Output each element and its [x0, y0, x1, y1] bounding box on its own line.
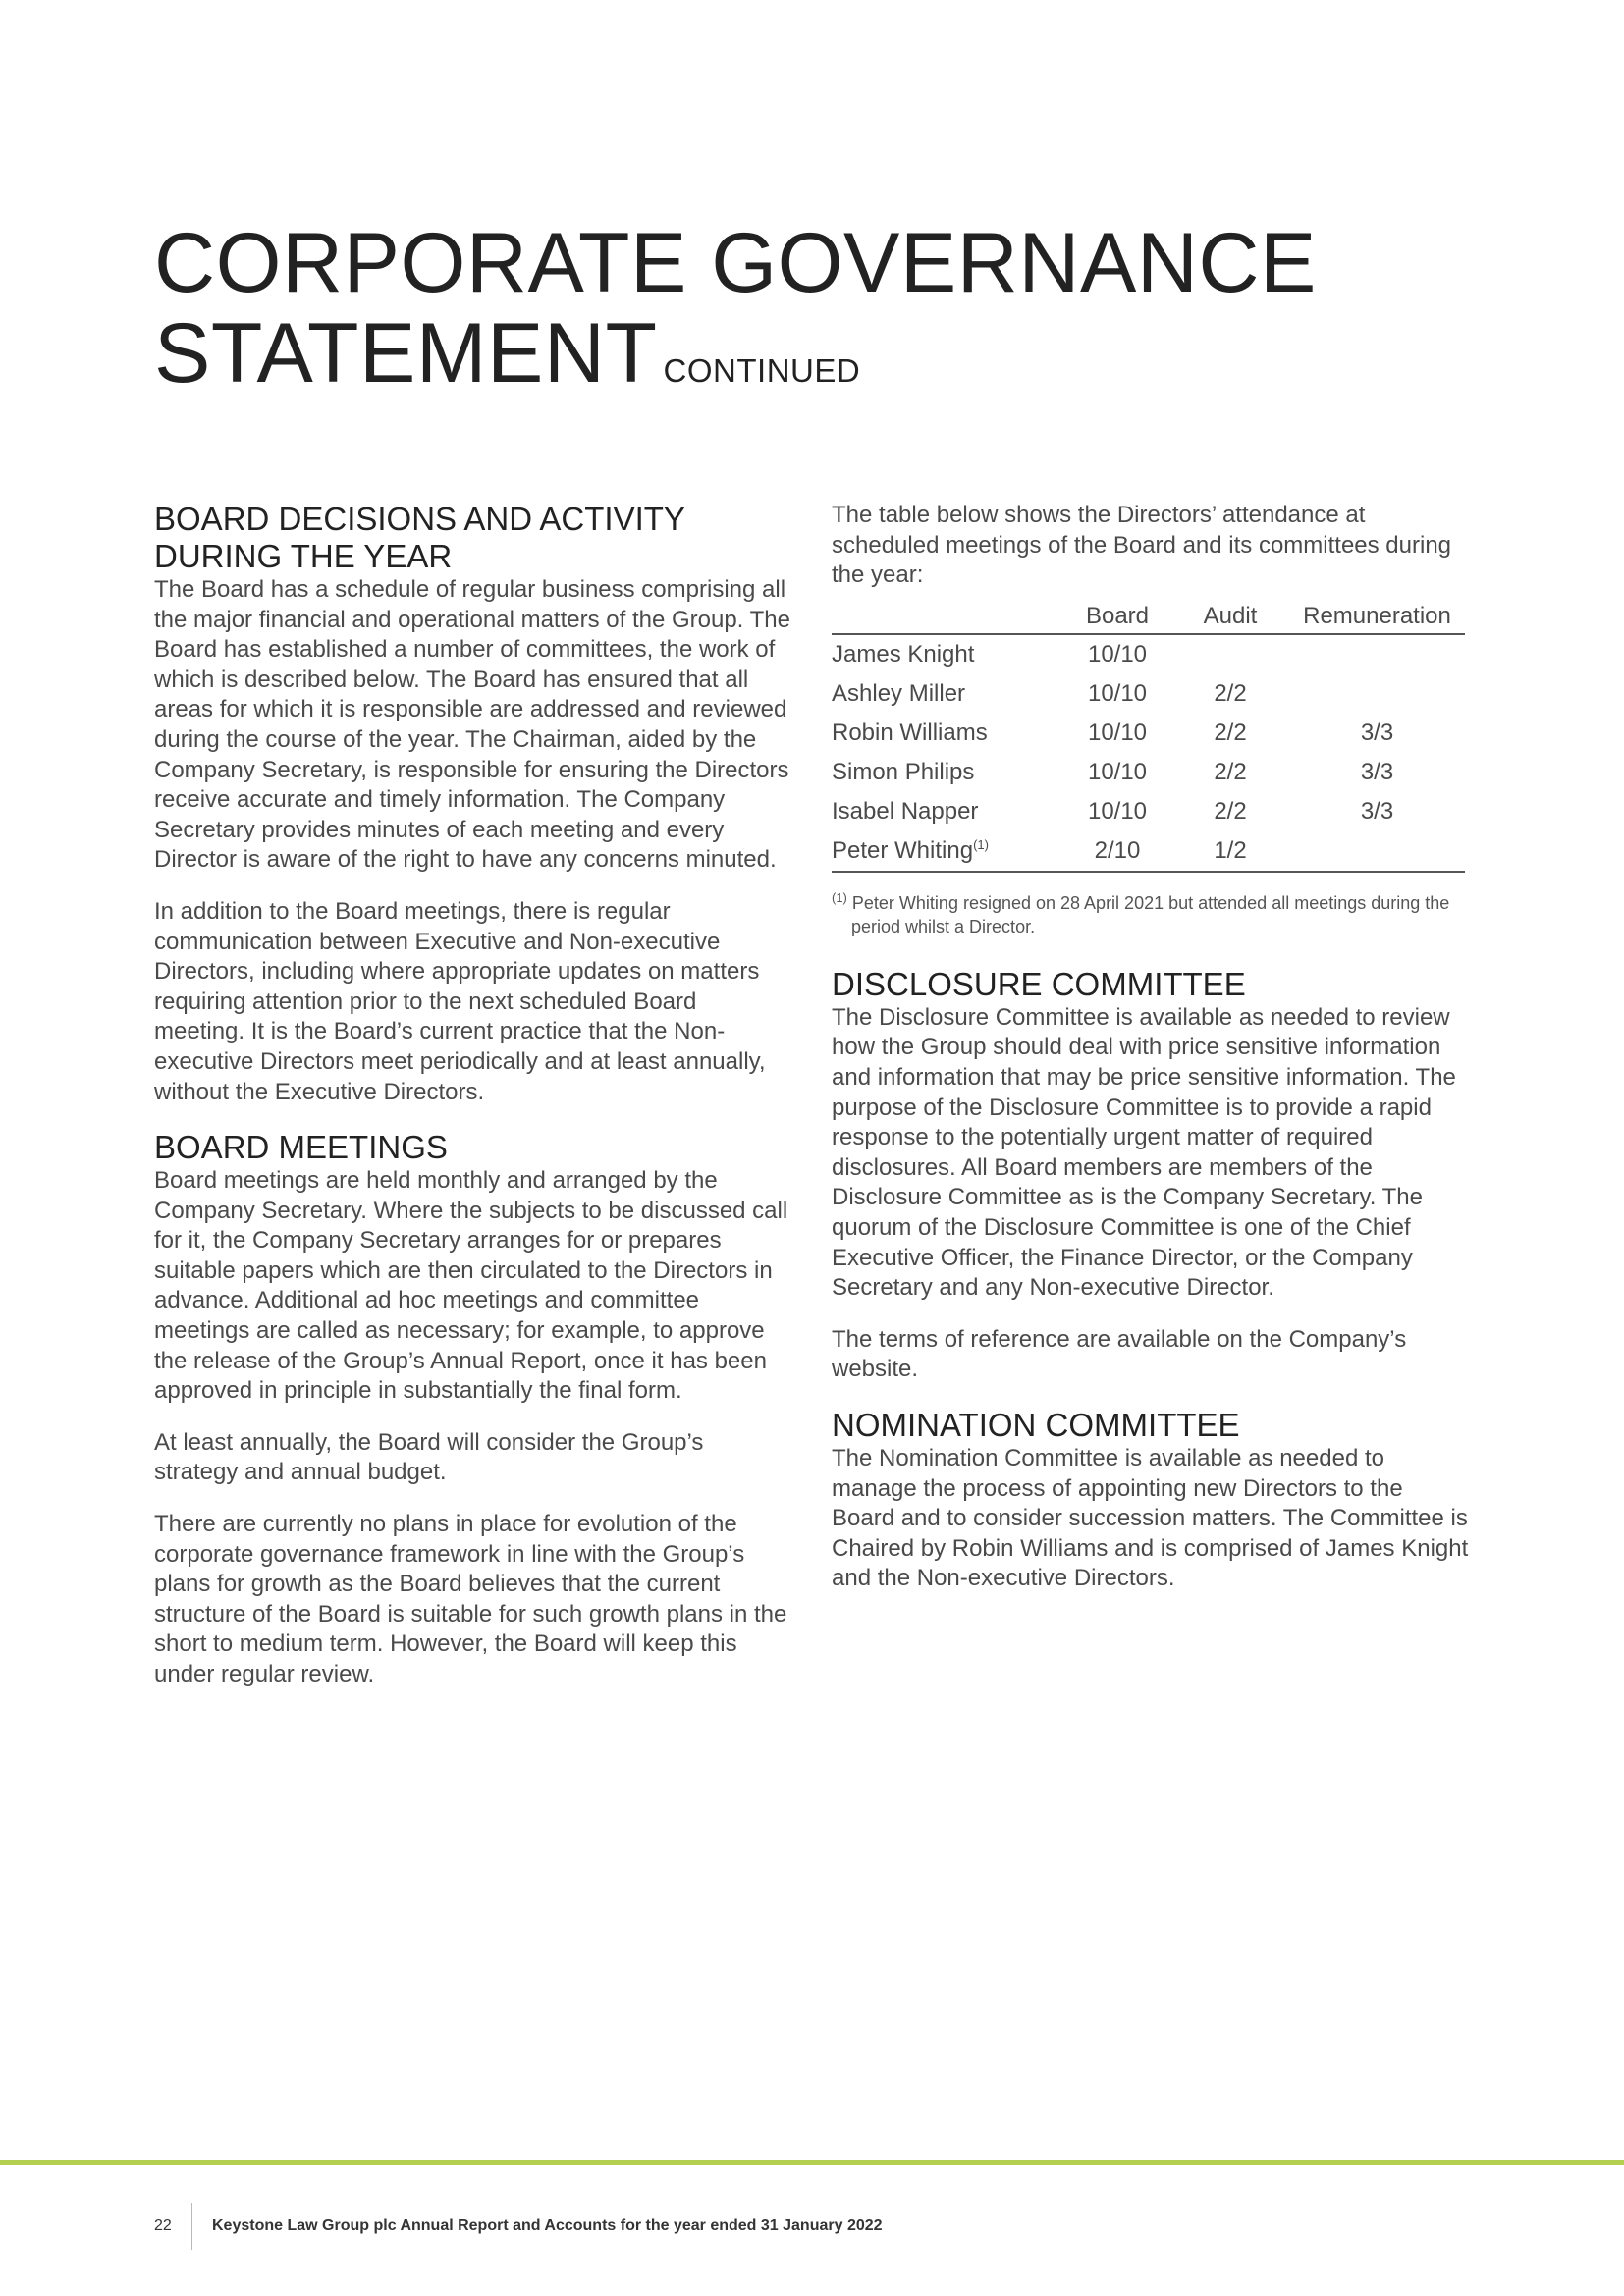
board-attendance: 10/10	[1087, 680, 1148, 708]
table-footnote	[832, 886, 1470, 938]
board-attendance: 10/10	[1087, 720, 1148, 747]
board-attendance: 10/10	[1087, 641, 1148, 668]
footnote-text: Peter Whiting resigned on 28 April 2021 but attended all meetings during the period whilst a Director.	[851, 892, 1450, 936]
header-board: Board	[1063, 601, 1171, 634]
remuneration-attendance	[1289, 831, 1465, 872]
audit-attendance: 2/2	[1214, 720, 1247, 747]
table-row	[832, 753, 1465, 792]
page-number: 22	[154, 2217, 172, 2234]
table-row	[832, 714, 1465, 753]
director-name: Simon Philips	[832, 759, 975, 786]
audit-attendance: 2/2	[1214, 798, 1247, 826]
footnote-marker: (1)	[973, 837, 989, 853]
director-name: Isabel Napper	[832, 798, 979, 826]
page-footer	[154, 2203, 883, 2250]
board-meetings-paragraph-1: Board meetings are held monthly and arranged by the Company Secretary. Where the subjects to be discussed call for it, the Company Secretary arranges for or prepares suitable papers which are then circulated to the Directors in advance. Additional ad hoc meetings and committee meetings are called as necessary; for example, to approve the release of the Group’s Annual Report, once it has been approved in principle in substantially the final form.	[154, 1167, 788, 1405]
footer-text: Keystone Law Group plc Annual Report and Accounts for the year ended 31 January 2022	[212, 2217, 883, 2234]
remuneration-attendance	[1289, 674, 1465, 714]
board-decisions-paragraph-2: In addition to the Board meetings, there is regular communication between Executive and Non-executive Directors, including where appropriate updates on matters requiring attention prior to the next scheduled Board meeting. It is the Board’s current practice that the Non-executive Directors meet periodically and at least annually, without the Executive Directors.	[154, 897, 766, 1105]
disclosure-paragraph-1: The Disclosure Committee is available as needed to review how the Group should deal with price sensitive information and information that may be price sensitive information. The purpose of the Disclosure Committee is to provide a rapid response to the potentially urgent matter of required disclosures. All Board members are members of the Disclosure Committee as is the Company Secretary. The quorum of the Disclosure Committee is one of the Chief Executive Officer, the Finance Director, or the Company Secretary and any Non-executive Director.	[832, 1003, 1456, 1302]
audit-attendance: 1/2	[1171, 831, 1289, 872]
board-attendance: 10/10	[1087, 759, 1148, 786]
director-name: Peter Whiting	[832, 837, 974, 865]
director-name: Robin Williams	[832, 720, 988, 747]
title-suffix: CONTINUED	[663, 352, 861, 389]
remuneration-attendance: 3/3	[1360, 720, 1394, 747]
board-decisions-paragraph-1: The Board has a schedule of regular business comprising all the major financial and operational matters of the Group. The Board has established a number of committees, the work of which is described below. The Board has ensured that all areas for which it is responsible are addressed and reviewed during the course of the year. The Chairman, aided by the Company Secretary, is responsible for ensuring the Directors receive accurate and timely information. The Company Secretary provides minutes of each meeting and every Director is aware of the right to have any concerns minuted.	[154, 576, 790, 874]
footnote-marker: (1)	[832, 889, 847, 905]
board-decisions-section	[154, 501, 790, 1107]
director-name-cell	[832, 831, 1063, 872]
left-column	[154, 501, 790, 1712]
nomination-paragraph-1: The Nomination Committee is available as needed to manage the process of appointing new Directors to the Board and to consider succession matters. The Committee is Chaired by Robin Williams and is comprised of James Knight and the Non-executive Directors.	[832, 1444, 1469, 1592]
attendance-header-row	[832, 601, 1465, 634]
page-title	[154, 218, 1317, 416]
right-column	[832, 501, 1470, 1616]
attendance-intro: The table below shows the Directors’ attendance at scheduled meetings of the Board and its committees during the year:	[832, 502, 1452, 589]
audit-attendance: 2/2	[1214, 680, 1247, 708]
header-name	[832, 601, 1063, 634]
nomination-heading: NOMINATION COMMITTEE	[832, 1406, 1240, 1443]
footer-divider	[191, 2203, 192, 2250]
board-decisions-heading-line-2: DURING THE YEAR	[154, 538, 453, 574]
director-name: James Knight	[832, 641, 975, 668]
audit-attendance	[1171, 634, 1289, 674]
footer-accent-line	[0, 2160, 1624, 2165]
table-row	[832, 674, 1465, 714]
director-name: Ashley Miller	[832, 680, 966, 708]
remuneration-attendance	[1289, 634, 1465, 674]
nomination-section	[832, 1407, 1470, 1594]
disclosure-paragraph-2: The terms of reference are available on the Company’s website.	[832, 1325, 1407, 1383]
table-row	[832, 634, 1465, 674]
remuneration-attendance: 3/3	[1360, 759, 1394, 786]
audit-attendance: 2/2	[1214, 759, 1247, 786]
board-decisions-heading-line-1: BOARD DECISIONS AND ACTIVITY	[154, 501, 685, 537]
header-remuneration: Remuneration	[1289, 601, 1465, 634]
board-attendance: 10/10	[1087, 798, 1148, 826]
title-line-2: STATEMENT	[154, 306, 658, 400]
title-line-1: CORPORATE GOVERNANCE	[154, 216, 1317, 310]
table-row	[832, 831, 1465, 872]
board-meetings-heading: BOARD MEETINGS	[154, 1129, 448, 1166]
disclosure-heading: DISCLOSURE COMMITTEE	[832, 965, 1246, 1002]
attendance-table	[832, 601, 1465, 873]
board-meetings-paragraph-2: At least annually, the Board will consider the Group’s strategy and annual budget.	[154, 1428, 704, 1486]
disclosure-section	[832, 966, 1470, 1385]
board-meetings-paragraph-3: There are currently no plans in place for evolution of the corporate governance framework in line with the Group’s plans for growth as the Board believes that the current structure of the Board is suitable for such growth plans in the short to medium term. However, the Board will keep this under regular review.	[154, 1511, 787, 1687]
remuneration-attendance: 3/3	[1360, 798, 1394, 826]
board-meetings-section	[154, 1129, 790, 1690]
board-decisions-heading	[154, 501, 790, 575]
board-attendance: 2/10	[1063, 831, 1171, 872]
table-row	[832, 792, 1465, 831]
header-audit: Audit	[1171, 601, 1289, 634]
